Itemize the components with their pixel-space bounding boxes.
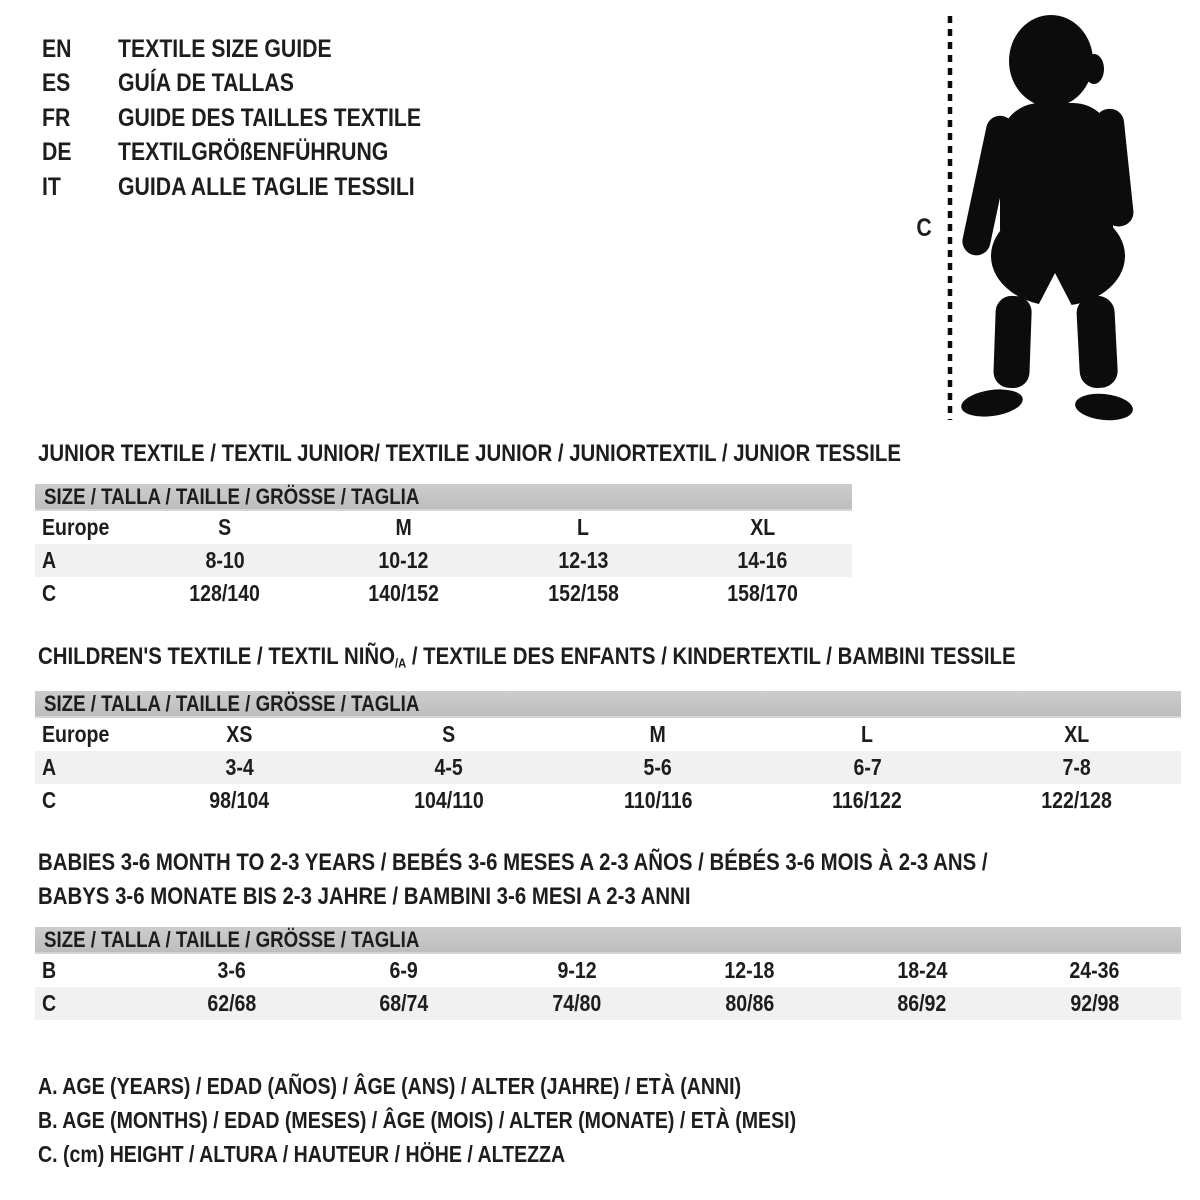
size-cell: 98/104 — [209, 787, 270, 813]
lang-code: IT — [42, 172, 61, 201]
size-cell: 9-12 — [557, 957, 597, 983]
row-label: A — [42, 547, 57, 573]
lang-row-en — [42, 32, 475, 67]
size-cell: 158/170 — [727, 580, 798, 606]
size-cell: 24-36 — [1069, 957, 1120, 983]
size-cell: 14-16 — [737, 547, 788, 573]
toddler-silhouette-icon — [958, 13, 1144, 423]
row-label: C — [42, 990, 57, 1016]
size-cell: 5-6 — [643, 754, 673, 780]
row-label: Europe — [42, 514, 110, 540]
lang-title: GUIDA ALLE TAGLIE TESSILI — [118, 172, 415, 201]
size-cell: 4-5 — [434, 754, 463, 780]
size-cell: 62/68 — [206, 990, 256, 1016]
size-cell: 18-24 — [896, 957, 947, 983]
lang-row-es — [42, 67, 475, 102]
babies-size-table — [35, 927, 1181, 1020]
nino-a-subscript: /A — [394, 655, 407, 671]
lang-title: GUÍA DE TALLAS — [118, 69, 294, 98]
height-measure-line — [947, 16, 953, 420]
row-label: C — [42, 580, 57, 606]
junior-section-title: JUNIOR TEXTILE / TEXTIL JUNIOR/ TEXTILE JUNIOR / JUNIORTEXTIL / JUNIOR TESSILE — [38, 440, 901, 467]
height-measure-label: C — [916, 214, 932, 242]
lang-code: EN — [42, 34, 72, 63]
size-cell: 68/74 — [379, 990, 429, 1016]
size-header-bar: SIZE / TALLA / TAILLE / GRÖSSE / TAGLIA — [35, 927, 1181, 954]
lang-row-de — [42, 136, 475, 171]
size-cell: 6-7 — [853, 754, 882, 780]
size-cell: 110/116 — [623, 787, 693, 813]
size-header-bar: SIZE / TALLA / TAILLE / GRÖSSE / TAGLIA — [35, 484, 852, 511]
legend-line-c: C. (cm) HEIGHT / ALTURA / HAUTEUR / HÖHE / ALTEZZA — [38, 1141, 566, 1167]
language-header — [42, 32, 475, 205]
lang-code: ES — [42, 69, 71, 98]
row-label: Europe — [42, 721, 110, 747]
children-size-table — [35, 691, 1181, 817]
lang-title: TEXTILE SIZE GUIDE — [118, 34, 332, 63]
lang-row-fr — [42, 101, 475, 136]
table-row-height — [35, 784, 1181, 817]
table-row-europe — [35, 511, 852, 544]
size-cell: 80/86 — [724, 990, 774, 1016]
children-section-title: CHILDREN'S TEXTILE / TEXTIL $NIÑO_{/A}$ / TEXTILE DES ENFANTS / KINDERTEXTIL / BAMBINI TESSILE — [38, 643, 1016, 671]
row-label: A — [42, 754, 57, 780]
junior-size-table — [35, 484, 852, 610]
size-cell: M — [395, 514, 413, 540]
row-label: C — [42, 787, 57, 813]
lang-title: TEXTILGRÖßENFÜHRUNG — [118, 138, 389, 167]
size-cell: 116/122 — [832, 787, 902, 813]
size-cell: 12-18 — [724, 957, 775, 983]
size-cell: 86/92 — [897, 990, 947, 1016]
lang-code: FR — [42, 103, 71, 132]
table-row-height — [35, 987, 1181, 1020]
size-cell: XL — [1063, 721, 1089, 747]
table-row-age — [35, 544, 852, 577]
size-cell: XL — [749, 514, 775, 540]
legend — [38, 1069, 930, 1171]
row-label: B — [42, 957, 57, 983]
size-cell: 12-13 — [558, 547, 609, 573]
size-header-bar: SIZE / TALLA / TAILLE / GRÖSSE / TAGLIA — [35, 691, 1181, 718]
lang-title: GUIDE DES TAILLES TEXTILE — [118, 103, 422, 132]
size-cell: 92/98 — [1070, 990, 1120, 1016]
size-cell: 122/128 — [1041, 787, 1112, 813]
lang-code: DE — [42, 138, 72, 167]
size-cell: M — [649, 721, 667, 747]
size-cell: 8-10 — [205, 547, 245, 573]
size-cell: 140/152 — [368, 580, 440, 606]
size-cell: L — [861, 721, 874, 747]
legend-line-a: A. AGE (YEARS) / EDAD (AÑOS) / ÂGE (ANS) / ALTER (JAHRE) / ETÀ (ANNI) — [38, 1073, 742, 1099]
size-cell: 3-6 — [217, 957, 246, 983]
size-cell: S — [442, 721, 456, 747]
table-row-europe — [35, 718, 1181, 751]
size-cell: 3-4 — [225, 754, 254, 780]
size-cell: 7-8 — [1062, 754, 1091, 780]
table-row-months — [35, 954, 1181, 987]
size-cell: 10-12 — [378, 547, 429, 573]
size-cell: S — [218, 514, 232, 540]
lang-row-it — [42, 170, 475, 205]
size-cell: XS — [226, 721, 253, 747]
size-cell: L — [577, 514, 590, 540]
size-cell: 74/80 — [552, 990, 602, 1016]
size-cell: 104/110 — [413, 787, 484, 813]
size-cell: 128/140 — [189, 580, 260, 606]
table-row-height — [35, 577, 852, 610]
table-row-age — [35, 751, 1181, 784]
size-cell: 152/158 — [547, 580, 619, 606]
babies-section-title: BABIES 3-6 MONTH TO 2-3 YEARS / BEBÉS 3-6 MESES A 2-3 AÑOS / BÉBÉS 3-6 MOIS À 2-3 ANS / BABYS 3-6 MONATE BIS 2-3 JAHRE / BAMBINI 3-6 MESI A 2-3 ANNI — [38, 849, 988, 910]
size-cell: 6-9 — [389, 957, 419, 983]
legend-line-b: B. AGE (MONTHS) / EDAD (MESES) / ÂGE (MOIS) / ALTER (MONATE) / ETÀ (MESI) — [38, 1107, 797, 1133]
